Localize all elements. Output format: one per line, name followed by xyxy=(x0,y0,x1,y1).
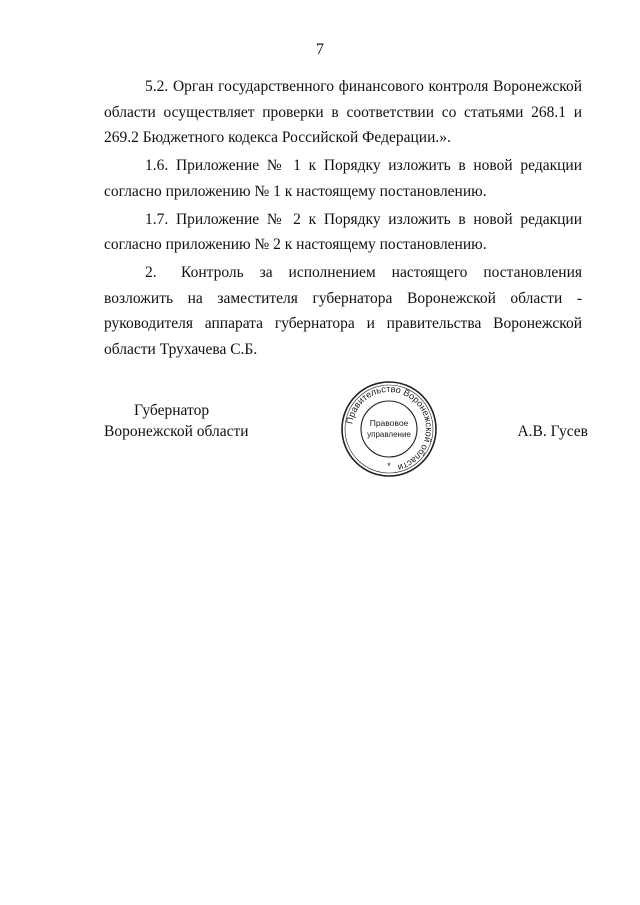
paragraph-1-7: 1.7. Приложение № 2 к Порядку изложить в новой редакции согласно приложению № 2 к настоящему постановлению. xyxy=(104,210,582,253)
paragraph-1-6: 1.6. Приложение № 1 к Порядку изложить в новой редакции согласно приложению № 1 к настоящему постановлению. xyxy=(104,157,582,200)
stamp-star: * xyxy=(387,461,391,471)
paragraph-5-2: 5.2. Орган государственного финансового контроля Воронежской области осуществляет проверки в соответствии со статьями 268.1 и 269.2 Бюджетного кодекса Российской Федерации.». xyxy=(104,78,582,146)
document-body xyxy=(104,74,582,365)
signatory-title xyxy=(104,400,254,442)
stamp-ring-text: Правительство Воронежской области xyxy=(344,383,435,473)
page-number: 7 xyxy=(316,41,324,58)
signatory-name: А.В. Гусев xyxy=(517,423,588,440)
stamp-center-line2: управление xyxy=(367,430,411,439)
signatory-title-line1: Губернатор xyxy=(134,402,210,419)
stamp-graphic xyxy=(339,379,439,479)
item-number: 2. xyxy=(145,264,157,281)
paragraph-2 xyxy=(104,260,582,362)
signatory-title-line2: Воронежской области xyxy=(104,423,249,440)
stamp-center-line1: Правовое xyxy=(369,418,409,428)
official-stamp xyxy=(339,379,439,479)
stamp-inner-ring xyxy=(361,401,417,457)
item-text: Контроль за исполнением настоящего постановления возложить на заместителя губернатора Воронежской области - руководителя аппарата губернатора и правительства Воронежской области Трухачева С.Б. xyxy=(104,264,582,358)
